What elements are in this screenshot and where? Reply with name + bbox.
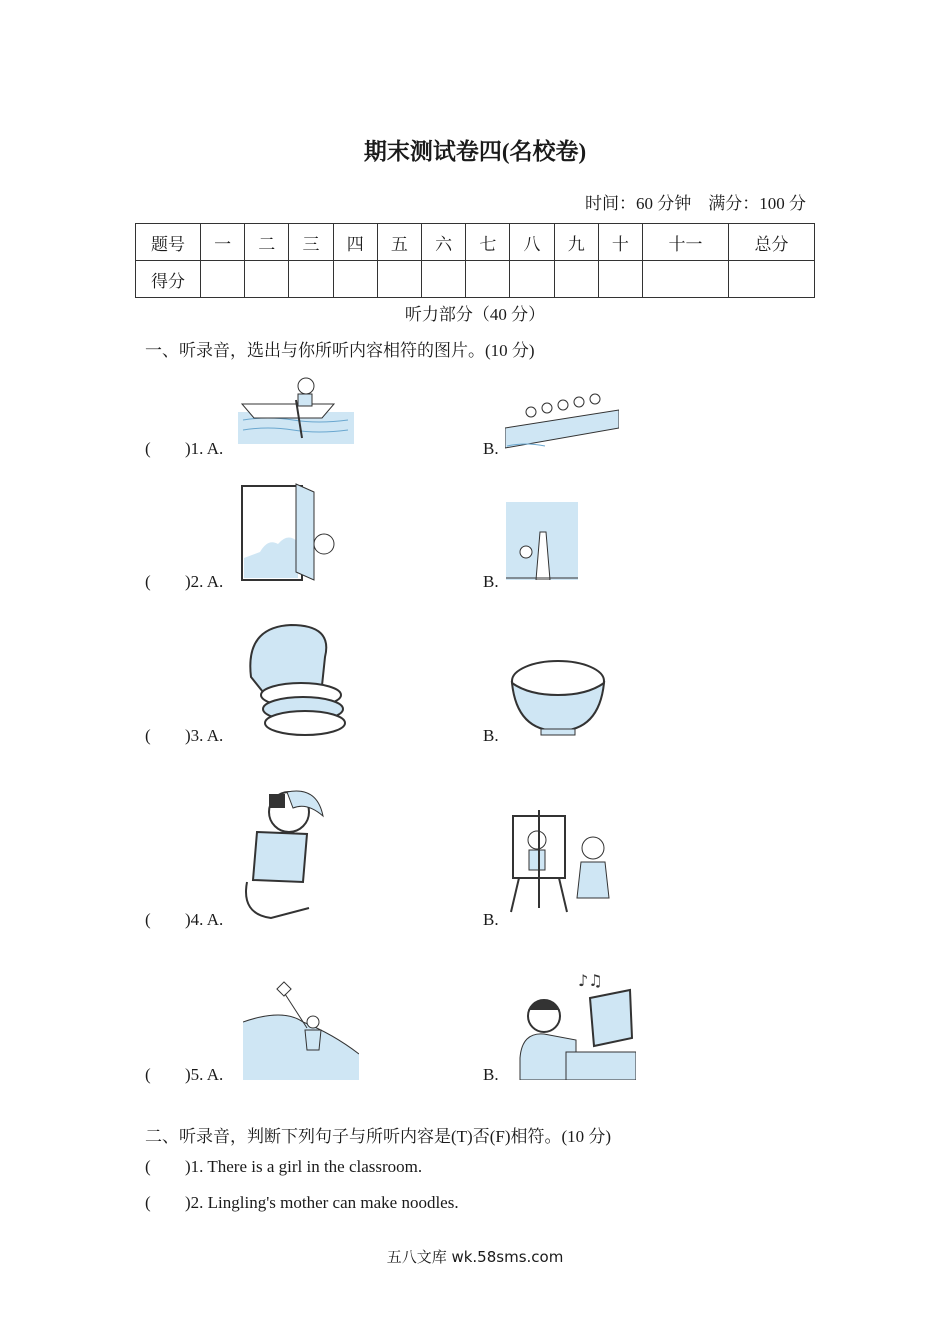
kite-flying-picture (243, 978, 359, 1080)
section2-heading: 二、听录音，判断下列句子与所听内容是(T)否(F)相符。(10 分) (145, 1127, 612, 1146)
table-cell: 一 (201, 224, 245, 261)
tf-question-1: ( )1. There is a girl in the classroom. (145, 1157, 423, 1176)
score-input-cell[interactable] (289, 261, 333, 298)
score-input-cell[interactable] (333, 261, 377, 298)
table-cell: 七 (466, 224, 510, 261)
question-1-b: B. (483, 439, 499, 458)
score-table-header-row (136, 224, 815, 261)
rice-bowl-picture (507, 645, 609, 737)
table-cell: 四 (333, 224, 377, 261)
exam-meta: 时间：60 分钟 满分：100 分 (585, 194, 806, 213)
table-cell: 十 (598, 224, 642, 261)
score-table-score-row (136, 261, 815, 298)
dragon-boat-picture (505, 388, 619, 454)
question-2-b: B. (483, 572, 499, 591)
question-1-a: ( )1. A. (145, 439, 224, 458)
table-cell: 九 (554, 224, 598, 261)
score-input-cell[interactable] (201, 261, 245, 298)
bread-picture (241, 617, 349, 737)
tf-question-2: ( )2. Lingling's mother can make noodles. (145, 1193, 459, 1212)
score-input-cell[interactable] (554, 261, 598, 298)
painting-picture (505, 808, 615, 916)
score-input-cell[interactable] (422, 261, 466, 298)
question-2-a: ( )2. A. (145, 572, 224, 591)
score-input-cell[interactable] (728, 261, 814, 298)
table-cell: 六 (422, 224, 466, 261)
score-input-cell[interactable] (466, 261, 510, 298)
question-3-b: B. (483, 726, 499, 745)
score-input-cell[interactable] (245, 261, 289, 298)
tree-picture (506, 502, 578, 580)
table-cell: 八 (510, 224, 554, 261)
question-4-a: ( )4. A. (145, 910, 224, 929)
table-cell: 十一 (643, 224, 729, 261)
footer-watermark: 五八文库 wk.58sms.com (386, 1248, 564, 1266)
rowing-boat-picture (238, 372, 354, 444)
svg-text:♪♫: ♪♫ (578, 971, 603, 990)
question-5-a: ( )5. A. (145, 1065, 224, 1084)
behind-door-picture (238, 482, 342, 582)
question-3-a: ( )3. A. (145, 726, 224, 745)
score-input-cell[interactable] (643, 261, 729, 298)
question-4-b: B. (483, 910, 499, 929)
score-input-cell[interactable] (510, 261, 554, 298)
question-5-b: B. (483, 1065, 499, 1084)
listening-header: 听力部分（40 分） (404, 305, 546, 324)
photographer-picture (237, 782, 329, 922)
score-input-cell[interactable] (377, 261, 421, 298)
score-table (135, 223, 815, 298)
table-cell: 得分 (136, 261, 201, 298)
page-title: 期末测试卷四(名校卷) (363, 139, 587, 164)
score-input-cell[interactable] (598, 261, 642, 298)
table-cell: 三 (289, 224, 333, 261)
table-cell: 总分 (728, 224, 814, 261)
table-cell: 五 (377, 224, 421, 261)
table-cell: 题号 (136, 224, 201, 261)
computer-music-picture (516, 968, 636, 1080)
table-cell: 二 (245, 224, 289, 261)
section1-heading: 一、听录音，选出与你所听内容相符的图片。(10 分) (145, 341, 535, 360)
